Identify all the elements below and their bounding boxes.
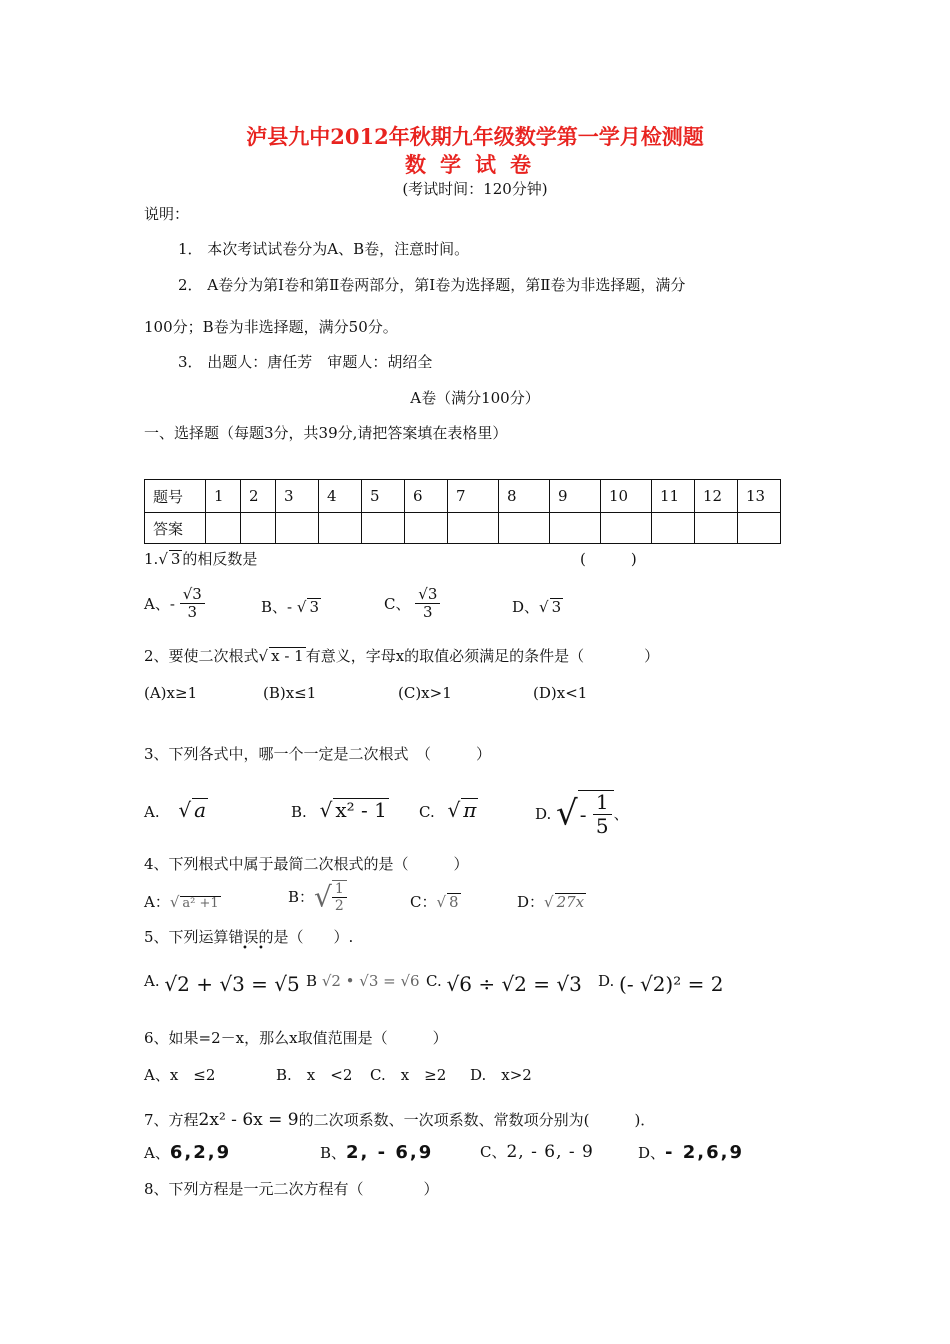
answer-cell[interactable]: [738, 513, 781, 544]
q7-option-b: [320, 1142, 433, 1164]
table-row: [145, 480, 781, 513]
fraction-denominator: 3: [423, 603, 433, 622]
answer-cell[interactable]: [601, 513, 652, 544]
q2-option-d: (D)x<1: [533, 684, 588, 702]
q1-b-radicand: 3: [309, 598, 319, 616]
notes-label: 说明：: [144, 205, 190, 223]
section-a-title: A卷（满分100分）: [410, 389, 540, 407]
sqrt-sign: √: [556, 793, 578, 834]
fraction-numerator: 1: [332, 881, 347, 898]
q4-option-d: [517, 893, 586, 911]
sqrt-sign: √: [539, 598, 549, 616]
option-d-label: D.: [598, 972, 615, 990]
question-number-cell: 4: [319, 480, 362, 513]
fraction-denominator: 5: [595, 814, 609, 838]
note-1: 1． 本次考试试卷分为A、B卷，注意时间。: [178, 240, 470, 258]
q4-option-a: [144, 893, 221, 911]
option-c-label: C、: [384, 594, 411, 613]
question-number-cell: 8: [499, 480, 550, 513]
option-a-label: A、-: [144, 594, 175, 613]
q6-option-a: A、x ≤2: [144, 1066, 216, 1084]
q7-option-d: [638, 1142, 744, 1164]
q7-option-a: [144, 1142, 231, 1164]
question-8: 8、下列方程是一元二次方程有（ ）: [144, 1180, 439, 1198]
q7-option-c: [480, 1142, 594, 1162]
sqrt-sign: √: [169, 893, 180, 911]
question-number-cell: 3: [276, 480, 319, 513]
answer-cell[interactable]: [695, 513, 738, 544]
q5-option-a: [144, 972, 300, 996]
question-number-cell: 10: [601, 480, 652, 513]
answer-cell[interactable]: [652, 513, 695, 544]
q2-option-b: (B)x≤1: [263, 684, 317, 702]
q4-c-radicand: 8: [449, 893, 459, 911]
q2-text-1: 2、要使二次根式: [144, 647, 259, 665]
sqrt-sign: √: [178, 798, 192, 822]
q1-option-c: [384, 586, 440, 622]
question-number-cell: 9: [550, 480, 601, 513]
q4-option-b: [288, 880, 347, 914]
option-c-label: C、: [480, 1143, 507, 1161]
q7-c-value: 2, - 6, - 9: [506, 1142, 594, 1162]
question-number-cell: 2: [241, 480, 276, 513]
q5-option-d: [598, 972, 723, 996]
q7-text-1: 7、方程: [144, 1111, 199, 1129]
q3-d-minus: -: [579, 802, 587, 827]
question-6: 6、如果=2－x，那么x取值范围是（ ）: [144, 1029, 448, 1047]
q4-d-radicand: 27x: [556, 893, 585, 911]
question-number-cell: 12: [695, 480, 738, 513]
fraction-denominator: 3: [187, 603, 198, 622]
question-1: [144, 550, 257, 568]
fraction-numerator: √3: [415, 586, 440, 604]
q1-prefix: 1.: [144, 550, 159, 568]
fraction-numerator: 1: [593, 791, 612, 815]
emphasis-dot: •: [258, 943, 264, 954]
question-number-cell: 5: [362, 480, 405, 513]
part-1-title: 一、选择题（每题3分，共39分,请把答案填在表格里）: [144, 424, 508, 442]
answer-cell[interactable]: [319, 513, 362, 544]
answer-cell[interactable]: [276, 513, 319, 544]
q1-option-d: [512, 598, 563, 616]
exam-time: (考试时间：120分钟): [402, 180, 548, 198]
q5-option-c: [426, 972, 582, 996]
q1-option-a: [144, 586, 205, 622]
q7-d-value: - 2,6,9: [665, 1142, 745, 1163]
q3-option-b: [291, 798, 389, 822]
q7-equation: 2x² - 6x = 9: [198, 1110, 299, 1130]
question-number-cell: 11: [652, 480, 695, 513]
question-number-cell: 13: [738, 480, 781, 513]
question-7: [144, 1110, 655, 1130]
note-3: 3． 出题人：唐任芳 审题人：胡绍全: [178, 353, 433, 371]
sqrt-sign: √: [258, 647, 269, 665]
option-c-label: C：: [410, 893, 437, 911]
q6-option-d: D. x>2: [470, 1066, 532, 1084]
q5-b-expression: √2 • √3 = √6: [321, 972, 420, 990]
option-d-label: D.: [535, 805, 552, 823]
answer-label-cell: 答案: [145, 513, 206, 544]
q5-a-expression: √2 + √3 = √5: [164, 972, 300, 996]
sqrt-sign: √: [544, 893, 554, 911]
q2-option-a: (A)x≥1: [144, 684, 198, 702]
option-b-label: B、-: [261, 598, 293, 616]
q3-c-radicand: π: [463, 798, 477, 822]
q4-a-radicand: a² +1: [182, 896, 219, 911]
option-c-label: C.: [426, 972, 442, 990]
q1-d-radicand: 3: [551, 598, 562, 616]
option-a-label: A.: [144, 803, 160, 821]
q7-a-value: 6,2,9: [169, 1142, 232, 1163]
q3-a-radicand: a: [194, 798, 207, 822]
q7-b-value: 2, - 6,9: [346, 1142, 434, 1163]
exam-subtitle: 数学试卷: [405, 152, 545, 177]
answer-table: [144, 479, 781, 544]
question-2: [144, 647, 659, 665]
option-d-label: D：: [517, 893, 545, 911]
option-a-label: A.: [144, 972, 160, 990]
option-a-label: A、: [144, 1144, 170, 1162]
q5-c-expression: √6 ÷ √2 = √3: [446, 972, 582, 996]
answer-cell[interactable]: [405, 513, 448, 544]
q3-option-c: [419, 798, 478, 822]
q1-text: 的相反数是: [182, 550, 258, 568]
option-b-label: B: [306, 972, 318, 990]
q6-option-c: C. x ≥2: [370, 1066, 447, 1084]
question-4: 4、下列根式中属于最简二次根式的是（ ）: [144, 855, 469, 873]
sqrt-sign: √: [447, 798, 461, 822]
q2-text-2: 有意义，字母x的取值必须满足的条件是（ ）: [305, 647, 660, 665]
option-b-label: B.: [291, 803, 307, 821]
q1-option-b: [261, 598, 321, 616]
answer-cell[interactable]: [448, 513, 499, 544]
sqrt-sign: √: [436, 893, 447, 911]
sqrt-sign: √: [158, 550, 168, 568]
option-c-label: C.: [419, 803, 435, 821]
question-number-cell: 7: [448, 480, 499, 513]
table-row: [145, 513, 781, 544]
option-b-label: B、: [320, 1144, 347, 1162]
option-d-label: D、: [512, 598, 540, 616]
question-3: 3、下列各式中，哪一个一定是二次根式 （ ）: [144, 745, 492, 763]
question-5: 5、下列运算错误的是（ ）.: [144, 928, 354, 946]
option-a-label: A：: [144, 893, 170, 911]
q3-option-d: [535, 790, 629, 838]
q4-option-c: [410, 893, 461, 911]
q3-b-radicand: x² - 1: [335, 798, 387, 822]
option-d-label: D、: [638, 1144, 666, 1162]
q1-radicand: 3: [170, 550, 181, 568]
q1-paren: ( ): [580, 550, 637, 568]
header-label-cell: 题号: [145, 480, 206, 513]
sqrt-sign: √: [296, 598, 307, 616]
fraction-numerator: √3: [180, 586, 205, 604]
answer-cell[interactable]: [206, 513, 241, 544]
sqrt-sign: √: [319, 798, 333, 822]
question-number-cell: 1: [206, 480, 241, 513]
answer-cell[interactable]: [362, 513, 405, 544]
q5-d-expression: (- √2)² = 2: [619, 972, 724, 996]
option-b-label: B：: [288, 888, 315, 907]
answer-cell[interactable]: [241, 513, 276, 544]
fraction-denominator: 2: [334, 898, 344, 915]
question-number-cell: 6: [405, 480, 448, 513]
q2-radicand: x - 1: [271, 647, 304, 665]
q3-option-a: [144, 798, 208, 822]
answer-cell[interactable]: [499, 513, 550, 544]
note-2b: 100分；B卷为非选择题，满分50分。: [144, 318, 398, 336]
answer-cell[interactable]: [550, 513, 601, 544]
exam-title: 泸县九中2012年秋期九年级数学第一学月检测题: [246, 124, 704, 149]
q7-text-2: 的二次项系数、一次项系数、常数项分别为( )．: [298, 1111, 656, 1129]
sqrt-sign: √: [314, 880, 332, 914]
emphasis-dot: •: [242, 943, 248, 954]
q2-option-c: (C)x>1: [398, 684, 452, 702]
q6-option-b: B. x <2: [276, 1066, 353, 1084]
q5-option-b: [306, 972, 420, 990]
note-2a: 2． A卷分为第Ⅰ卷和第Ⅱ卷两部分，第Ⅰ卷为选择题，第Ⅱ卷为非选择题，满分: [178, 276, 686, 294]
q3-d-suffix: 、: [613, 805, 629, 823]
